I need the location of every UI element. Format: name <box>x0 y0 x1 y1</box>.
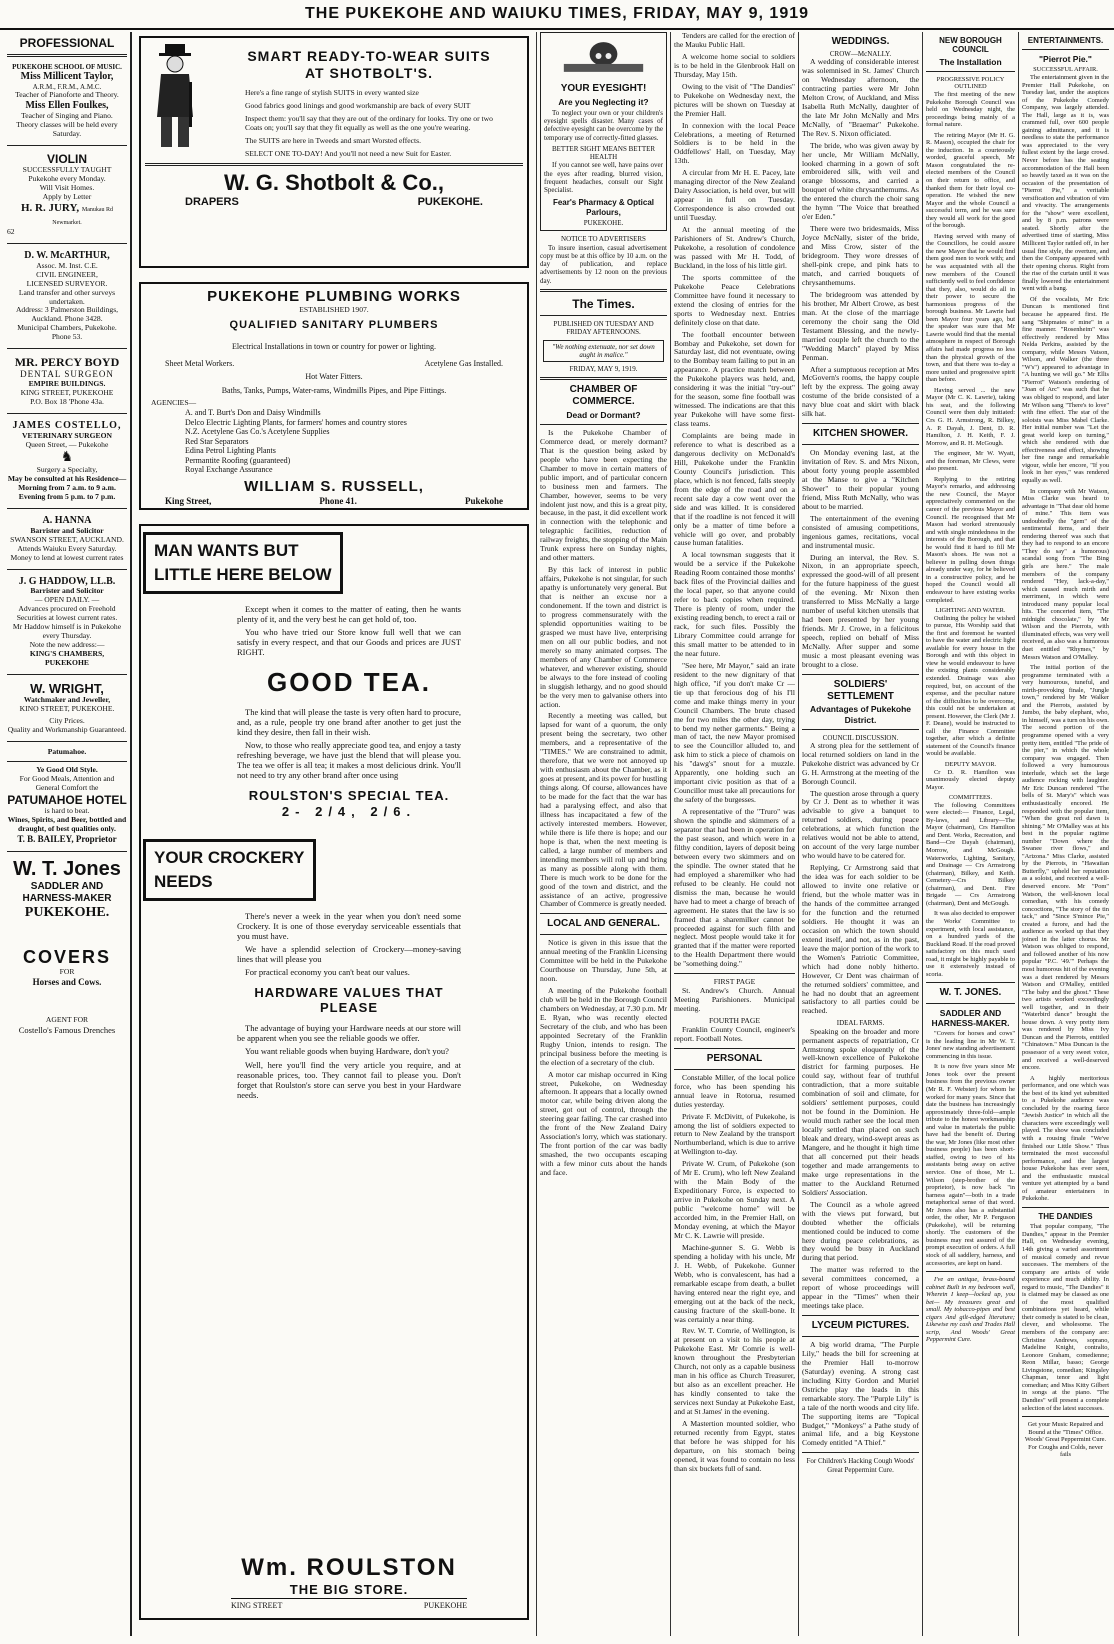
column-advertisements <box>136 32 532 1636</box>
hardware-title: HARDWARE VALUES THAT PLEASE <box>254 984 444 1016</box>
council-discussion: COUNCIL DISCUSSION. <box>822 733 899 742</box>
news-item: In connexion with the local Peace Celebrations, a meeting of Returned Soldiers is to be held in the Oddfellows' Hall, on Tuesday, May 13th. <box>674 120 795 166</box>
ent-sub: "Pierrot Pie." <box>1039 54 1092 65</box>
russell-footer <box>145 496 523 507</box>
vet-role: VETERINARY SURGEON <box>22 430 112 440</box>
russell-phone: Phone 41. <box>319 496 357 507</box>
shotbolt-firm: W. G. Shotbolt & Co., <box>224 169 444 195</box>
news-item: Tenders are called for the erection of the Mauku Public Hall. <box>674 32 795 49</box>
divider <box>926 71 1015 72</box>
divider <box>7 348 127 349</box>
divider <box>1022 49 1109 50</box>
hanna-money: Money to lend at lowest current rates <box>10 552 124 562</box>
russell-town: Pukekohe <box>464 496 503 507</box>
agency-item: Red Star Separators <box>185 436 249 446</box>
tea-title: GOOD TEA. <box>267 666 431 697</box>
eyesight-ad <box>540 32 667 231</box>
hotel-wines: Wines, Spirits, and Beer, bottled and draught, of best qualities only. <box>7 815 127 833</box>
news-item: A welcome home social to soldiers is to be held in the Glenbrook Hall on Thursday, May 15th. <box>674 51 795 79</box>
haddow-address: KING'S CHAMBERS, PUKEKOHE <box>29 649 105 667</box>
personal-text: Machine-gunner S. G. Webb is spending a holiday with his uncle, Mr J. H. Webb, of Pukekohe. Gunner Webb, who is convalescent, has had a remarkable escape from death, a bullet having entered near the right eye, and emerging out at the back of the neck, causing fracture of the skull-bone. It was certainly a near thing. <box>674 1242 795 1324</box>
council-text: Cr D. R. Hamilton was unanimously elected deputy Mayor. <box>926 768 1015 791</box>
vet-name: JAMES COSTELLO, <box>12 419 122 431</box>
teacher2-note: Theory classes will be held every Saturday. <box>16 120 118 139</box>
local-title: LOCAL AND GENERAL. <box>547 918 660 930</box>
times-pub: PUBLISHED ON TUESDAY AND FRIDAY AFTERNOONS. <box>553 320 654 337</box>
soldiers-text: Speaking on the broader and more permanent aspects of repatriation, Cr Armstrong spoke eloquently of the well-known excellence of Pukekohe district for farming purposes. He could say, without fear of truthful contradiction, that a more suitable combination of soil and climate, for soldiers' settlement purposes, could not be found in the Dominion. He would much rather see the local men locally settled than placed on such bleak and dreary, wind-swept areas as Mangere, and he thought it high time that all concerned put their heads together and made arrangements to make urge representations in the matter to the Auckland Returned Soldiers' Association. <box>802 1026 919 1197</box>
news-item: At the annual meeting of the Parishioners of St. Andrew's Church, Pukekohe, a resolution of condolence was passed with Mr H. Todd, of Buckland, in the loss of his little girl. <box>674 225 795 270</box>
wedding-text: There were two bridesmaids, Miss Joyce McNally, sister of the bride, and Miss Crow, sister of the bridegroom. They wore dresses of shell-pink crepe, and pink hats to match, and carried bouquets of chrysanthemums. <box>802 224 919 287</box>
russell-street: King Street, <box>165 496 212 507</box>
hotel-card <box>7 746 127 846</box>
hanna-note: Attends Waiuku Every Saturday. <box>17 543 117 553</box>
news-item: A circular from Mr H. E. Pacey, late managing director of the New Zealand Dairy Association, is held over, but will appear in full on Tuesday. Correspondence is also crowded out until Tuesday. <box>674 168 795 223</box>
violin-line: Pukekohe every Monday. <box>28 174 106 184</box>
council-text: Outlining the policy he wished to pursue, His Worship said that the first and foremost he wanted to have the water and electric light available for every house in the Borough and with this object in view he would endeavour to have the existing plants considerably extended. Drainage was also required, but, on account of the expense, and the peculiar nature of the difficulties to be overcome, this could not be undertaken at present. However, the Clerk (Mr J. F. Deane), would be instructed to call the Finance Committee together, after which a definite statement of the Council's finance would be available. <box>926 614 1015 758</box>
column-4 <box>670 32 798 1636</box>
deputy-heading: DEPUTY MAYOR. <box>944 761 997 769</box>
haddow-card <box>7 574 127 670</box>
eyesight-text: To neglect your own or your children's eyesight spells disaster. Many cases of defective eyesight can be overcome by the temporary use of correctly-fitted glasses. <box>544 108 663 142</box>
jones-card <box>7 856 127 1037</box>
council-text: The first meeting of the new Pukekohe Borough Council was held on Wednesday night, the proceedings being mainly of a formal nature. <box>926 90 1015 129</box>
headline-line: NEEDS <box>154 871 213 891</box>
footer-note: Woods' Great Peppermint Cure. For Coughs and Colds, never fails <box>1024 1436 1107 1459</box>
vet-hours: Morning from 7 a.m. to 9 a.m. <box>18 483 116 493</box>
first-page-text: St. Andrew's Church. Annual Meeting Parishioners. Municipal meeting. <box>674 986 795 1014</box>
violin-title: VIOLIN <box>46 152 87 167</box>
local-text: Notice is given in this issue that the annual meeting of the Franklin Licensing Committee will be held in the Pukekohe Courthouse on Thursday, June 5th, at noon. <box>540 938 667 984</box>
shotbolt-text: The SUITS are here in Tweeds and smart Worsted effects. <box>245 135 421 145</box>
crockery-headline <box>143 839 316 901</box>
violin-address: Manukau Rd Newmarket. <box>52 207 114 226</box>
haddow-text: Note the new address:— <box>29 640 105 650</box>
shotbolt-town: PUKEKOHE. <box>417 195 483 208</box>
store-street: KING STREET <box>231 1600 283 1610</box>
divider <box>7 413 127 414</box>
tea-text: Now, to those who really appreciate good tea, and enjoy a tasty refreshing beverage, we have just the blend that will please you. The tea we offer is all tea; it makes a most delicious drink. You'll not need to try any other brand after once using <box>237 740 461 781</box>
hardware-text: Well, here you'll find the very article you require, and at reasonable prices, too. They cannot fail to please you. Don't forget that Roulston's store can serve you best in your Hardware needs. <box>237 1059 461 1100</box>
soldiers-text: A strong plea for the settlement of local returned soldiers on land in the Pukekohe district was advanced by Cr G. H. Armstrong at the meeting of the Borough Council. <box>802 740 919 786</box>
dandies-title: THE DANDIES <box>1038 1211 1093 1221</box>
vet-card <box>7 418 127 504</box>
news-item: A local townsman suggests that it would be a service if the Pukekohe Reading Room contained those months' back files of the Provincial dailies and the local paper, so that anyone could refer to back copies when required. There is plenty of room, under the existing reading bench, to erect a rail or rack, for such files. Possibly the Library Committee could arrange for this small matter to be attended to in the near future. <box>674 550 795 658</box>
notice-text: To insure insertion, casual advertisement copy must be at this office by 10 a.m. on the day of publication, and replace advertisements by 12 noon on the previous day. <box>540 243 667 285</box>
soldiers-title: SOLDIERS' SETTLEMENT <box>827 678 894 702</box>
crockery-text: For practical economy you can't beat our values. <box>245 966 410 977</box>
shotbolt-ad <box>139 36 529 268</box>
store-footer <box>231 1598 467 1610</box>
council-text: The retiring Mayor (Mr H. G. R. Mason), occupied the chair for the induction. In a courteously worded, graceful speech, Mr Mason congratulated the re-elected members of the Council on their return to office, and thanked them for their loyal co-operation. He wished the new Mayor and the whole Council a successful term, and he was sure they would all work for the good of the borough. <box>926 131 1015 230</box>
covers-title: COVERS <box>22 947 112 968</box>
plumbing-agencies-label: AGENCIES— <box>151 398 197 408</box>
personal-text: Private F. McDivitt, of Pukekohe, is among the list of soldiers expected to return to New Zealand by the transport Northumberland, which is due to arrive at Wellington to-day. <box>674 1111 795 1157</box>
fourth-page-text: Franklin County Council, engineer's report. Football Notes. <box>674 1025 795 1043</box>
dentist-building: EMPIRE BUILDINGS. <box>28 379 106 389</box>
violin-teacher-name: H. R. JURY, <box>20 202 80 215</box>
tea-text: The kind that will please the taste is very often hard to procure, and, as a rule, people try one brand after another to get just the kind they desire, then fall in their wish. <box>237 707 461 738</box>
wedding-text: After a sumptuous reception at Mrs McGovern's rooms, the happy couple left by the express. The going away costume of the bride consisted of a navy blue coat and skirt with black silk hat. <box>802 364 919 419</box>
wedding-sub: CROW—McNALLY. <box>829 49 892 58</box>
council-policy: PROGRESSIVE POLICY OUTLINED <box>936 75 1005 91</box>
divider <box>540 289 667 292</box>
surveyor-quals: Assoc. M. Inst. C.E. <box>36 260 98 270</box>
wright-name: W. WRIGHT, <box>30 680 104 696</box>
hardware-text: The advantage of buying your Hardware needs at our store will be apparent when you see the reliable goods we offer. <box>237 1023 461 1044</box>
divider <box>674 1069 795 1070</box>
divider <box>7 741 127 742</box>
lyceum-title: LYCEUM PICTURES. <box>811 1320 910 1332</box>
divider <box>926 982 1015 983</box>
soldiers-text: Replying, Cr Armstrong said that the idea was for each soldier to be allowed to invite one relative or friend, but the whole matter was in the hands of the committee arranged for the function and the returned soldiers. He thought it was an occasion on which the town should extend itself, and not, as in the past, leave the major portion of the work to the Women's Patriotic Committee, which had done nobly hitherto. However, Cr Dent was chairman of the returned soldiers' committee, and he had no doubt that an agreement satisfactory to all parties could be reached. <box>802 863 919 1016</box>
haddow-text: Advances procured on Freehold Securities at lowest current rates. <box>16 604 118 623</box>
shotbolt-text: Inspect them: you'll say that they are out of the ordinary for looks. Try one or two Coats on; you'll say that they fit equally as well as the one you're wearing. <box>245 113 493 132</box>
shotbolt-headline: SMART READY-TO-WEAR SUITS AT SHOTBOLT'S. <box>247 48 491 81</box>
haddow-name: J. G HADDOW, LL.B. <box>18 575 116 587</box>
ent-text: A highly meritorious performance, and one which was the best of its kind yet submitted to a Pukekohe audience was concluded by the roaring farce "Jewish Justice" in which all the characters were exceedingly well played. The show was concluded with a rousing finale "We've finished our Little Show." Thus terminated the most successful performance, and the largest house Pukekohe has ever seen, and the enthusiastic musical venture yet attempted by a band of amateur entertainers in Pukekohe. <box>1022 1074 1109 1203</box>
ideal-farms: IDEAL FARMS. <box>836 1019 885 1028</box>
council-title: NEW BOROUGH COUNCIL <box>939 36 1002 55</box>
masthead <box>0 0 1114 30</box>
horse-icon: ♞ <box>60 449 74 465</box>
violin-line: Apply by Letter <box>42 192 92 202</box>
hardware-text: You want reliable goods when buying Hardware, don't you? <box>245 1046 449 1057</box>
council-text: The engineer, Mr W. Wyatt, and the foreman, Mr Clews, were also present. <box>926 450 1015 473</box>
soldiers-sub: Advantages of Pukekohe District. <box>809 704 912 725</box>
pharmacy-town: PUKEKOHE. <box>583 219 624 228</box>
ent-text: The initial portion of the programme terminated with a very humourous, tuneful, and mirth-provoking finale, "Jungle town," rendered by Mr Walker and the Pierrots, assisted by Jumbo, the baby elephant, who, in himself, was a turn on his own. The second portion of the programme opened with a very pretty item, entitled "The pride of the pier," in which the whole company was engaged. Then followed a very humourous interlude, which set the large audience rocking with laughter. Mr Eric Duncan rendered "The bells of St. Mary's" which was enthusiastically encored. He responded with the popular item, "When the great red dawn is shining." Mr O'Malley was at his best in the popular ragtime number "Down where the Swanee river flows," and "Arizona." Miss Clarke, assisted by the Pierrots, in "Hawaiian Butterfly," upheld her reputation as a soloist, and received a well-deserved encore. Mr "Pom" Watson, the well-known local comedian, with his comedy concoctions, "The story of the tin tack," and "Since S'mince Pie," created a furore, and had the audience as worked up that they joined in the latter chorus. Mr Watson was obliged to respond, and followed another of his now popular "P.C. '49.'" Perhaps the most humorous hit of the evening was a duet rendered by Messrs Watson and O'Malley, entitled "The baby and the ghost." These two artists worked exceedingly well together, and in their "Waterbird dance" brought the house down. A very pretty item was rendered by Miss Ivy Duncan and the Pierrots, entitled "Chinatown." Miss Duncan is the possessor of a very sweet voice, and received a well-deserved encore. <box>1022 664 1109 1072</box>
council-text: Having served ... the new Mayor (Mr C. K. Lawrie), taking his seat, and the following Council were then duly initiated: Crs G. H. Armstrong, R. Bilkey, A. P. Dayah, J. Dent, D. R. Hamilton, J. H. Keith, F. J. Morrow, and R. H. McGough. <box>926 386 1015 447</box>
headline-line: YOUR CROCKERY <box>154 848 305 868</box>
hanna-role: Barrister and Solicitor <box>30 525 104 535</box>
peppermint-poem: I've an antique, brass-bound cabinet Built in my bedroom wall, Wherein I keep—locked up, you bet— My treasures great and small. My tobacco-pipes and best cigars And gilt-edged literature; Likewise my cash and Trades Hall scrip, And Woods' Great Peppermint Cure. <box>926 1276 1015 1344</box>
agent-product: Costello's Famous Drenches <box>18 1024 116 1035</box>
council-text: Replying to the retiring Mayor's remarks, and addressing the new Council, the Mayor appreciatively commented on the career of the previous Mayor and Council. He recognised that Mr Mason had worked strenuously and with single mindedness in the interests of the Borough, and that he would find it hard to fill Mr Mason's shoes. He was not a believer in pulling down things already under way, for he believed in a constructive policy, and he hoped the Council would all endeavour to have existing works completed. <box>926 475 1015 604</box>
surveyor-note: Land transfer and other surveys undertaken. <box>18 287 116 306</box>
wedding-text: The bride, who was given away by her uncle, Mr William McNally, looked charming in a gown of soft embroidered silk, with veil and orange blossoms, and carried a bouquet of white chrysanthemums. As the entered the church the choir sang the hymn "The Voice that breathed o'er Eden." <box>802 140 919 222</box>
divider <box>802 729 919 730</box>
divider <box>674 1048 795 1049</box>
soldiers-text: The matter was referred to the several committees concerned, a report of whose proceedings will appear in the "Times" when their meetings take place. <box>802 1265 919 1311</box>
dentist-role: DENTAL SURGEON <box>20 369 114 380</box>
plumbing-agencies <box>145 408 523 474</box>
russell-name: WILLIAM S. RUSSELL, <box>244 478 424 496</box>
music-school-card <box>7 61 127 141</box>
local-text: A motor car mishap occurred in King street, Pukekohe, on Wednesday afternoon. It appears that a locally owned motor car, while being driven along the street, got out of control, through the steering gear failing. The car crashed into the front of the New Zealand Dairy Association's lorry, which was stationary. The front portion of the car was badly smashed, the two occupants escaping with a few minor cuts about the hands and face. <box>540 1069 667 1178</box>
times-motto: "We nothing extenuate, nor set down aught in malice." <box>543 340 664 363</box>
lighting-heading: LIGHTING AND WATER. <box>935 607 1006 615</box>
surveyor-role: LICENSED SURVEYOR. <box>26 278 108 288</box>
dentist-card <box>7 353 127 409</box>
vet-hours: Evening from 5 p.m. to 7 p.m. <box>18 492 116 501</box>
ent-affair: SUCCESSFUL AFFAIR. <box>1033 66 1098 74</box>
pharmacy-name: Fear's Pharmacy & Optical Parlours, <box>552 198 655 217</box>
hanna-card <box>7 513 127 565</box>
divider <box>802 423 919 424</box>
divider <box>7 508 127 509</box>
column-7 <box>1018 32 1112 1636</box>
column-3 <box>536 32 670 1636</box>
soldiers-text: The question arose through a query by Cr J. Dent as to whether it was advisable to give a banquet to returned soldiers, during peace celebrations, at which function the relatives would not be able to attend, on account of the very large number who would have to be catered for. <box>802 788 919 861</box>
chamber-text: Is the Pukekohe Chamber of Commerce dead, or merely dormant? That is the question being asked by people who have been expecting the Chamber to move in certain matters of public import, and of particular concern to business men and farmers. The Chamber, however, seems to be very indolent just now, and this is a great pity, because, in the past, it did excellent work in connection with the telephonic and telegraphic facilities, reduction of railway freights, the stopping of the Main Trunk express here on Sunday nights, and other matters. <box>540 427 667 563</box>
store-town: PUKEKOHE <box>423 1600 467 1610</box>
wright-card <box>7 679 127 737</box>
divider <box>926 1271 1015 1272</box>
plumbing-text: Electrical Installations in town or country for power or lighting. <box>232 341 436 351</box>
wright-street: KINO STREET, PUKEKOHE. <box>19 704 115 714</box>
ad-ref-number: 62 <box>7 226 15 236</box>
section-professional: PROFESSIONAL <box>19 36 115 50</box>
local-text: A meeting of the Pukekohe football club will be held in the Borough Council chambers on Wednesday, at 7.30 p.m. Mr E. Ryan, who was recently elected Secretary of the club, and who has been appointed Secretary of the Franklin Rugby Union, intends to resign. The principal business before the meeting is the election of a secretary of the club. <box>540 985 667 1067</box>
plumbing-ad <box>139 282 529 510</box>
committees-heading: COMMITTEES. <box>948 794 993 802</box>
haddow-text: Mr Haddow himself is in Pukekohe every Thursday. <box>12 622 122 641</box>
surveyor-address: Address: 3 Palmerston Buildings, Auckland. Phone 3428. <box>15 305 119 324</box>
chamber-title: CHAMBER OF COMMERCE. <box>569 384 638 408</box>
plumbing-title: PUKEKOHE PLUMBING WORKS <box>207 288 461 305</box>
covers-what: Horses and Cows. <box>32 977 102 988</box>
news-item: The sports committee of the Pukekohe Peace Celebrations Committee have found it necessary to extend the closing of entries for the sports to Wednesday next. Entries definitely close on that date. <box>674 272 795 327</box>
covers-for: FOR <box>59 967 75 977</box>
notice-title: NOTICE TO ADVERTISERS <box>561 235 646 244</box>
first-page-label: FIRST PAGE <box>713 977 756 987</box>
news-item: Owing to the visit of "The Dandies" to Pukekohe on Wednesday next, the pictures will be shown on Tuesday at the Premier Hall. <box>674 81 795 118</box>
vet-hours: May be consulted at his Residence— <box>7 474 127 484</box>
eyesight-text: If you cannot see well, have pains over the eyes after reading, blurred vision, frequent headaches, consult our Sight Specialist. <box>544 161 663 195</box>
hanna-name: A. HANNA <box>42 514 92 526</box>
fourth-page-label: FOURTH PAGE <box>709 1016 760 1026</box>
plumbing-text: Baths, Tanks, Pumps, Water-rams, Windmills Pipes, and Pipe Fittings. <box>221 385 447 395</box>
plumbing-services <box>145 355 523 372</box>
jones-sub: SADDLER AND HARNESS-MAKER. <box>931 1008 1010 1029</box>
jones-text: It is now five years since Mr Jones took over the present business from the previous owner (Mr R. F. Webster) for whom he worked for many years. Since that date the business has increasingly approximately three-fold—ample tribute to the honest workmanship and value in materials the public have had the benefit of. During the war, Mr Jones (like most other business people) has been short-staffed, owing to two of his assistants being away on active service. One of those, Mr L. Wilson (step-brother of the proprietor), is now back "in harness again"—both in a trade metaphorical sense of that word. Mr Jones also has a substantial order, the other, Mr P. Ferguson (Pukekohe), will be returning shortly. The customers of the business may rest assured of the prompt execution of orders. A full stock of all saddlery, harness, and accessories, are kept on hand. <box>926 1063 1015 1267</box>
column-5 <box>798 32 922 1636</box>
divider <box>674 973 795 974</box>
haddow-role: Barrister and Solicitor <box>30 586 104 596</box>
agent-label: AGENT FOR <box>45 1015 89 1025</box>
violin-line: Will Visit Homes. <box>39 183 95 193</box>
column-6 <box>922 32 1018 1636</box>
chamber-text: By this lack of interest in public affairs, Pukekohe is not singular, for such apathy is unfortunately very general. But that is neither an excuse nor a condonement. If the town and district is to progress commensurately with the splendid opportunities waiting to be grasped we must have live, enterprising men on all our public bodies, and not merely so many animated corpses. The members of any Chamber of Commerce whatever, and wherever existing, should be always to the fore instead of cooling in sluggish lethargy, and no good should be the very men to galvanise others into action. <box>540 565 667 709</box>
divider <box>802 674 919 675</box>
vet-street: Queen Street, — Pukekohe <box>25 439 109 449</box>
hotel-beat: is hard to beat. <box>44 806 90 816</box>
haddow-open: — OPEN DAILY. — <box>34 595 100 605</box>
jones-name: W. T. Jones <box>13 857 121 880</box>
divider <box>540 315 667 316</box>
divider <box>802 1336 919 1337</box>
store-tag: THE BIG STORE. <box>289 1582 409 1598</box>
plumbing-right: Acetylene Gas Installed. <box>424 359 503 369</box>
divider <box>7 851 127 852</box>
divider <box>802 1315 919 1316</box>
hotel-tagline: For Good Meals, Attention and General Comfort the <box>19 773 115 792</box>
council-text: Having served with many of the Councillors, he could assure the new Mayor that he would find them good men to work with; and he was acquainted with all the new members of the Council sufficiently well to feel confidence that they, also, would do all in their power to secure the harmonious progress of the borough business. Mr Lawrie had been Mayor four years ago, but the speaker was sure that Mr Lawrie would find that the mental atmosphere in respect of Borough affairs had made progress no less than the physical growth of the town, and that there was to-day a more united and progressive spirit than before. <box>926 232 1015 384</box>
divider <box>1022 1207 1109 1208</box>
patumahoe-label: Patumahoe. <box>47 747 87 757</box>
surveyor-card <box>7 248 127 344</box>
divider <box>7 761 127 762</box>
kitchen-text: On Monday evening last, at the invitation of Rev. S. and Mrs Nixon, about forty young people assembled at the Manse to give a "Kitchen Shower" to their popular young friend, Miss Ruth McNally, who was about to be married. <box>802 448 919 511</box>
violin-line: SUCCESSFULLY TAUGHT <box>22 165 112 175</box>
divider <box>145 163 523 166</box>
jones-role: HARNESS-MAKER <box>22 892 112 904</box>
personal-text: A Mastertion mounted soldier, who returned recently from Egypt, states that before he was shipped for his departure, on his stomach being opened, it was found to contain no less than six buckets full of sand. <box>674 1419 795 1473</box>
roulston-ad <box>139 524 529 1620</box>
surveyor-chambers: Municipal Chambers, Pukekohe. Phone 53. <box>17 323 117 342</box>
divider <box>802 1452 919 1453</box>
jones-town: PUKEKOHE. <box>24 904 110 920</box>
dandies-text: That popular company, "The Dandies," appear in the Premier Hall, on Wednesday evening, 14th giving a varied assortment of musical comedy and revue successes. The members of the company are artists of wide experience and much ability. In regard to music, "The Dandies" it is claimed may be classed as one of the most qualified combinations yet heard, while their comedy is stated to be clean, clever, and wholesome. The members of the company are: Christine Andrews, soprano, Madeline Knight, contralto, Leonore Graham, comedienne; Reon Millar, basso; George Livingstone, comedian; Kingsley Chapman, tenor and light comedian; and Miss Kitty Gilbert in songs at the piano. "The Dandies" will present a complete selection of the latest successes. <box>1022 1223 1109 1412</box>
council-text: It was also decided to empower the Works' Committee to experiment, with local assistance, on a hundred yards of the Buckland Road. If the road proved satisfactory on this much used road, it might be highly payable to use it extensively instead of scoria. <box>926 910 1015 978</box>
headline-line: MAN WANTS BUT <box>154 541 299 560</box>
crockery-text: There's never a week in the year when you don't need some Crockery. It is one of those everyday serviceable essentials that you must have. <box>237 910 461 941</box>
crockery-text: We have a splendid selection of Crockery—money-saving lines that will please you <box>237 943 461 964</box>
kitchen-text: During an interval, the Rev. S. Nixon, in an appropriate speech, expressed the good-will of all present for the future happiness of the guest of the evening. Mr Nixon then transferred to Miss McNally a large number of useful kitchen utensils that had been presented by her young friends. Mr J. Crowe, in a felicitous speech, replied on behalf of Miss McNally. After supper and some music a most pleasant evening was brought to a close. <box>802 552 919 669</box>
roulston-text: You who have tried our Store know full well that we can satisfy in every respect, and that our Goods and prices are JUST RIGHT. <box>237 626 461 657</box>
hotel-prop: T. B. BAILEY, Proprietor <box>17 833 117 844</box>
council-text: The following Committees were elected:— Finance, Legal, By-laws, and Library—The Mayor (chairman), Crs Hamilton and Dent. Works, Recreation, and Band—Cre Dayah (chairman), Morrow, and McGough. Waterworks, Lighting, Sanitary, and Drainage — Crs Armstrong (chairman), Bilkey, and Keith. Cemetery—Crs Bilkey (chairman), and Dent. Fire Brigade — Crs Armstrong (chairman), Dent and McGough. <box>926 801 1015 907</box>
weddings-title: WEDDINGS. <box>831 36 890 47</box>
eyesight-motto: BETTER SIGHT MEANS BETTER HEALTH <box>551 144 656 162</box>
divider <box>540 377 667 380</box>
footer-note: Get your Music Repaired and Bound at the "Times" Office. <box>1027 1421 1104 1436</box>
store-name: Wm. ROULSTON <box>241 1553 457 1581</box>
dentist-name: MR. PERCY BOYD <box>14 355 120 370</box>
wright-prices: City Prices. <box>49 716 85 726</box>
dentist-po: P.O. Box 18 'Phone 43a. <box>30 396 104 406</box>
news-item: Complaints are being made in reference to what is described as a dangerous declivity on McDonald's Hill, Pukekohe under the Franklin County Council's jurisdiction. This place, which is not fenced, falls steeply from the edge of the road and on a recent sale day a cow went over the side and was killed. It is considered that if the roadline is not fenced it will only be a matter of time before a vehicle will go over, and probably cause human fatalities. <box>674 431 795 548</box>
masthead-title: THE PUKEKOHE AND WAIUKU TIMES, FRIDAY, MAY 9, 1919 <box>304 5 810 22</box>
wright-quality: Quality and Workmanship Guaranteed. <box>7 725 127 735</box>
times-title: The Times. <box>572 296 635 311</box>
personal-text: Rev. W. T. Comrie, of Wellington, is at present on a visit to his people at Pukekohe East. Mr Comrie is well-known throughout the Presbyterian Church, not only as a capable business man in his office as Church Treasurer, but also as an excellent preacher. He has kindly consented to take the services next Sunday at Pukekohe East, and at St James' in the evening. <box>674 1326 795 1417</box>
teacher2-subject: Teacher of Singing and Piano. <box>21 111 113 121</box>
personal-title: PERSONAL <box>706 1052 763 1064</box>
news-item: "See here, Mr Mayor," said an irate resident to the new dignitary of that high office, "if you don't make Cr — tie up that ferocious dog of his I'll come and make things merry in your Council Chambers. The brute chased me for two miles the other day, trying to bend my nether garments." Being a man of tact, the new Mayor promised to see the Councillor alluded to, and ask him to stick a piece of chamois on his "dawg's" snout for a muzzle. Apparently, one holding such an important civic position as that of a Councillor must take all precautions for the safety of the burgesses. <box>674 660 795 805</box>
divider <box>540 424 667 425</box>
shotbolt-drapers: DRAPERS <box>185 195 239 208</box>
plumbing-est: ESTABLISHED 1907. <box>299 304 369 314</box>
surveyor-role: CIVIL ENGINEER, <box>36 269 98 279</box>
shotbolt-footer <box>145 196 523 209</box>
teacher1-subject: Teacher of Pianoforte and Theory. <box>15 90 119 100</box>
chamber-sub: Dead or Dormant? <box>566 409 641 420</box>
wedding-text: The bridegroom was attended by his brother, Mr Albert Crowe, as best man. At the close of the marriage ceremony the choir sang the Old Testament Blessing, and the newly-married couple left the church to the "Wedding March" played by Miss Penman. <box>802 289 919 362</box>
divider <box>802 444 919 445</box>
jones-text: "Covers for horses and cows" is the leading line in Mr W. T. Jones' new standing advertisement commencing in this issue. <box>926 1030 1015 1060</box>
jones-title: W. T. JONES. <box>939 987 1002 999</box>
divider <box>540 913 667 914</box>
headline-line: LITTLE HERE BELOW <box>154 564 332 584</box>
chamber-text: Recently a meeting was called, but lapsed for want of a quorum, the only present being the secretary, two other members, and a representative of the "TIMES." We are constrained to admit, therefore, that we were not annoyed up with enthusiasm about the Chamber, as it goes at present, and its power for hustling things along. Of course, allowances have to be made for the fact that the war has had a paralysing effect, and also that illness has incapacitated a few of the actively interested members. However, while there is life there is hope; and our hope is that, when the next meeting is called, a large number of members and intending members will roll up and bring as many as possible along with them. There is much work to be done for the good of the town and district, and the assistance of an active, progressive Chamber of Commerce is greatly needed. <box>540 711 667 909</box>
ent-text: The entertainment given in the Premier Hall Pukekohe, on Tuesday last, under the auspices of the Pukekohe Comedy Company, was largely attended. The Hall, large as it is, was crammed full, over 600 people gaining admittance, and it is needless to state the performance was appreciated to the very fullest extent by the large crowd. Never before has the seating accommodation of the Hall been so heavily taxed as it was on the occasion of the presentation of "Pierrot Pie," a veritable versification and vibration of vim and vivacity. The arrangements for the "show" were excellent, and by 8 p.m. patrons were seated. Shortly after the advertised time of starting, Miss Millicent Taylor rattled off, in her usual fine style, the overture, and then the Company appeared with their opening chorus. Right from the rise of the curtain until it was finally lowered the entertainment went with a bang. <box>1022 74 1109 293</box>
kitchen-text: The entertainment of the evening consisted of amusing competitions, ingenious games, recitations, vocal and instrumental music. <box>802 513 919 550</box>
hotel-tagline: Ye Good Old Style. <box>36 765 98 775</box>
tea-brand: ROULSTON'S SPECIAL TEA. <box>248 788 450 804</box>
personal-text: Constable Miller, of the local police force, who has been spending his annual leave in Rotorua, resumed duties yesterday. <box>674 1072 795 1109</box>
school-title: PUKEKOHE SCHOOL OF MUSIC. <box>12 63 122 72</box>
plumbing-left: Sheet Metal Workers. <box>165 359 235 369</box>
news-item: A representative of the "Truro" was shown the spindle and skimmers of a separator that had been in operation for the past season, and which were in a filthy condition, layers of deposit being between every two skimmers and on the spindle. The owner stated that he had employed a sharemilker who had refused to be cleanly. He could not dismiss the man, because he would have had to meet a charge of breach of agreement. He states that the law is so framed that a sharemilker cannot be proceeded against for such filth and neglect. Most people would take it for granted that if the matter were reported to the Health Department there would be "something doing." <box>674 807 795 969</box>
divider <box>7 674 127 675</box>
hanna-address: SWANSON STREET, AUCKLAND. <box>10 534 124 544</box>
jones-role: SADDLER AND <box>30 881 104 893</box>
eyesight-title: YOUR EYESIGHT! <box>560 82 647 94</box>
tea-prices: 2- 2/4, 2/6. <box>281 803 417 819</box>
ent-text: Of the vocalists, Mr Eric Duncan is mentioned first because he appeared first. He sang "Shipmates o' mine" in a fine manner. "Rosenheim" was effectively rendered by Miss Nelda Perkins, assisted by the company, while Messrs Vatson, Wilson, and Walker (the three "W's") appeared to advantage in "A hunting we will go." Mr Ellis "Pierrot" Watson's rendering of "Joan of Arc" was such that he was obliged to respond, and later Mr Wilson sang "There's to love" with fine effect. The star of the soloists was Miss Mabel Clarke. Her initial number was "Let the great world keep on turning," which she rendered with due effectiveness and effect, showing her fine range and remarkable vigour, while her encore, "If you look in her eyes," was rendered equally as well. <box>1022 295 1109 484</box>
ent-title: ENTERTAINMENTS. <box>1027 36 1104 45</box>
teacher1-name: Miss Millicent Taylor, <box>20 71 114 83</box>
surveyor-name: D. W. McARTHUR, <box>24 249 110 261</box>
dentist-street: KING STREET, PUKEKOHE <box>20 388 114 398</box>
gentleman-figure-icon <box>145 42 205 152</box>
violin-teacher <box>7 202 127 228</box>
personal-text: Private W. Crum, of Pukekohe (son of Mr E. Crum), who left New Zealand with the Main Body of the Expeditionary Force, is expected to arrive in Pukekohe on Sunday next. A public "welcome home" will be accorded him, in the Premier Hall, on Monday evening, at which the Mayor Mr C. K. Lawrie will preside. <box>674 1159 795 1240</box>
eyesight-sub: Are you Neglecting it? <box>558 96 649 107</box>
agency-item: Royal Exchange Assurance <box>185 464 273 474</box>
column-professional <box>4 32 132 1636</box>
hotel-name: PATUMAHOE HOTEL <box>7 792 127 807</box>
news-item: The football encounter between Bombay and Pukekohe, set down for Saturday last, did not eventuate, owing to the Bombay team failing to put in an appearance. A practice match between the Pukekohe players was held, and, considering it was the initial "try-out" for the season, some fine football was witnessed. The indications are that this year Pukekohe will have some first-class teams. <box>674 329 795 429</box>
wedding-text: A wedding of considerable interest was solemnised in St. James' Church on Wednesday afternoon, the contracting parties were Mr John Melton Crow, of Auckland, and Miss Isabella Ruth McNally, daughter of the late Mr John McNally and Mrs McNally, of "Braemar" Pukekohe. The Rev. S. Nixon officiated. <box>802 57 919 138</box>
kitchen-title: KITCHEN SHOWER. <box>813 428 908 440</box>
roulston-text: Except when it comes to the matter of eating, then he wants plenty of it, and the very best he can get hold of, too. <box>237 603 461 624</box>
shotbolt-text: Here's a fine range of stylish SUITS in every wanted size <box>245 88 419 98</box>
teacher2-name: Miss Ellen Foulkes, <box>25 100 109 112</box>
agency-item: Edina Petrol Lighting Plants <box>185 446 276 456</box>
agency-item: Permantite Roofing (guaranteed) <box>185 455 291 465</box>
divider <box>7 243 127 244</box>
agency-item: A. and T. Burt's Don and Daisy Windmills <box>185 408 321 418</box>
divider <box>540 934 667 935</box>
divider <box>7 145 127 146</box>
divider <box>926 1003 1015 1004</box>
divider <box>7 569 127 570</box>
vet-specialty: Surgery a Specialty, <box>36 465 98 475</box>
lyceum-text: A big world drama, "The Purple Lily," heads the bill for screening at the Premier Hall to-morrow (Saturday) evening. A strong cast including Kitty Gordon and Muriel Ostriche play the leads in this remarkable story. The "Purple Lily" is a tale of the north woods and city life. The supporting items are "Topical Budget," "Monkeys" a Pathe study of animal life, and a big Keystone Comedy entitled "A Thief." <box>802 1339 919 1448</box>
plumbing-water: Hot Water Fitters. <box>305 372 363 382</box>
plumbing-tag: QUALIFIED SANITARY PLUMBERS <box>229 318 439 331</box>
ad-footer: For Children's Hacking Cough Woods' Great Peppermint Cure. <box>806 1457 915 1474</box>
council-sub: The Installation <box>939 56 1002 67</box>
shotbolt-text: Good fabrics good linings and good workmanship are back of every SUIT <box>245 100 471 110</box>
violin-card <box>7 150 127 239</box>
agency-item: Delco Electric Lighting Plants, for farmers' homes and country stores <box>185 417 407 427</box>
soldiers-text: The Council as a whole agreed with the views put forward, but doubted whether the officials mentioned could be induced to come here during peace celebrations, as they would be busy in Auckland during that period. <box>802 1199 919 1263</box>
shotbolt-text: SELECT ONE TO-DAY! And you'll not need a new Suit for Easter. <box>245 148 452 158</box>
ent-text: In company with Mr Watson, Miss Clarke was heard to advantage in "That dear old home of mine." This item was undoubtedly the "gem" of the sentimental items, and their rendering thereof was such that they had to respond to an encore "They do say" a humorous) scandal song from "The Bing girls are here." The male members of the company rendered "Hey, lack-a-day," which caused much mirth and merriment, in which were introduced many popular local hits. The concerted item, "The midnight chocolate," by Mr Wilson and the Pierrots, with illuminated effects, was very well received, as also was a humorous duet entitled "Rhymes," by Messrs Watson and O'Malley. <box>1022 487 1109 661</box>
teacher1-quals: A.R.M., F.R.M., A.M.C. <box>32 83 102 92</box>
wright-role: Watchmaker and Jeweller, <box>23 695 111 705</box>
agency-item: N.Z. Acetylene Gas Co.'s Acetylene Supplies <box>185 427 330 437</box>
divider <box>1022 1416 1109 1417</box>
reading-man-icon <box>544 36 663 76</box>
roulston-headline <box>143 532 343 594</box>
divider <box>7 54 127 57</box>
times-date: FRIDAY, MAY 9, 1919. <box>569 365 638 374</box>
